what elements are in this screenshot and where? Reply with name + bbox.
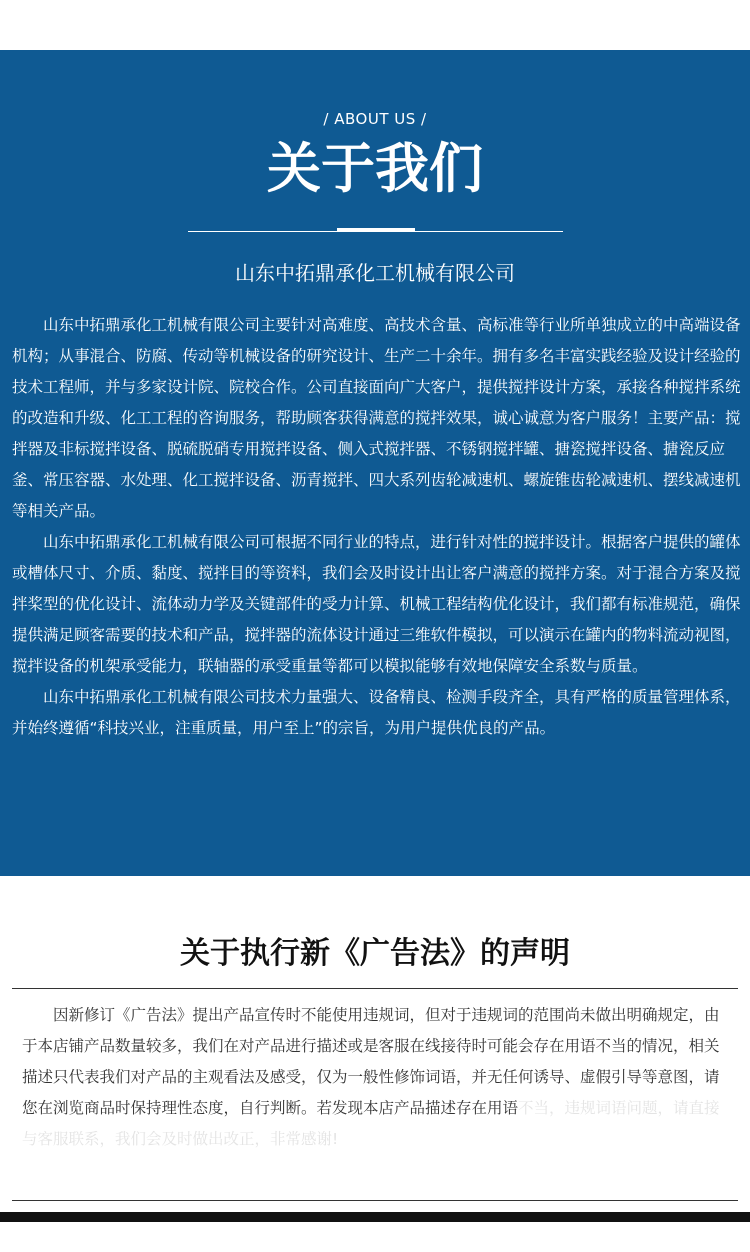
ad-law-notice-body: 因新修订《广告法》提出产品宣传时不能使用违规词，但对于违规词的范围尚未做出明确规定，由于本店铺产品数量较多，我们在对产品进行描述或是客服在线接待时可能会存在用语不当的情况，相关描述只代表我们对产品的主观看法及感受，仅为一般性修饰词语，并无任何诱导、虚假引导等意图，请您在浏览商品时保持理性态度，自行判断。若发现本店产品描述存在用语 [22,1006,720,1117]
about-us-eyebrow: / ABOUT US / [323,110,427,128]
about-us-section [0,50,750,876]
about-body [12,310,748,744]
about-paragraph-2: 山东中拓鼎承化工机械有限公司可根据不同行业的特点，进行针对性的搅拌设计。根据客户提供的罐体或槽体尺寸、介质、黏度、搅拌目的等资料，我们会及时设计出让客户满意的搅拌方案。对于混合方案及搅拌桨型的优化设计、流体动力学及关键部件的受力计算、机械工程结构优化设计，我们都有标准规范，确保提供满足顾客需要的技术和产品，搅拌器的流体设计通过三维软件模拟，可以演示在罐内的物料流动视图，搅拌设备的机架承受能力，联轴器的承受重量等都可以模拟能够有效地保障安全系数与质量。 [12,533,741,675]
faded-continuation: 不当，违规词语问题，请直接与客服联系，我们会及时做出改正，非常感谢! [22,1099,720,1148]
about-us-title: 关于我们 [267,137,483,200]
notice-divider-top [12,988,738,989]
ad-law-notice-title: 关于执行新《广告法》的声明 [180,936,570,971]
about-paragraph-1: 山东中拓鼎承化工机械有限公司主要针对高难度、高技术含量、高标准等行业所单独成立的中高端设备机构；从事混合、防腐、传动等机械设备的研究设计、生产二十余年。拥有多名丰富实践经验及设计经验的技术工程师，并与多家设计院、院校合作。公司直接面向广大客户，提供搅拌设计方案，承接各种搅拌系统的改造和升级、化工工程的咨询服务，帮助顾客获得满意的搅拌效果，诚心诚意为客户服务！主要产品：搅拌器及非标搅拌设备、脱硫脱硝专用搅拌设备、侧入式搅拌器、不锈钢搅拌罐、搪瓷搅拌设备、搪瓷反应釜、常压容器、水处理、化工搅拌设备、沥青搅拌、四大系列齿轮减速机、螺旋锥齿轮减速机、摆线减速机等相关产品。 [12,316,741,520]
ad-law-notice-faded-text [22,1000,728,1155]
title-divider-accent [337,228,415,231]
bottom-bar [0,1212,750,1222]
company-name: 山东中拓鼎承化工机械有限公司 [235,261,515,285]
about-paragraph-3: 山东中拓鼎承化工机械有限公司技术力量强大、设备精良、检测手段齐全，具有严格的质量管理体系，并始终遵循“科技兴业，注重质量，用户至上”的宗旨，为用户提供优良的产品。 [12,688,741,737]
notice-divider-bottom [12,1200,738,1201]
title-divider [188,231,563,232]
